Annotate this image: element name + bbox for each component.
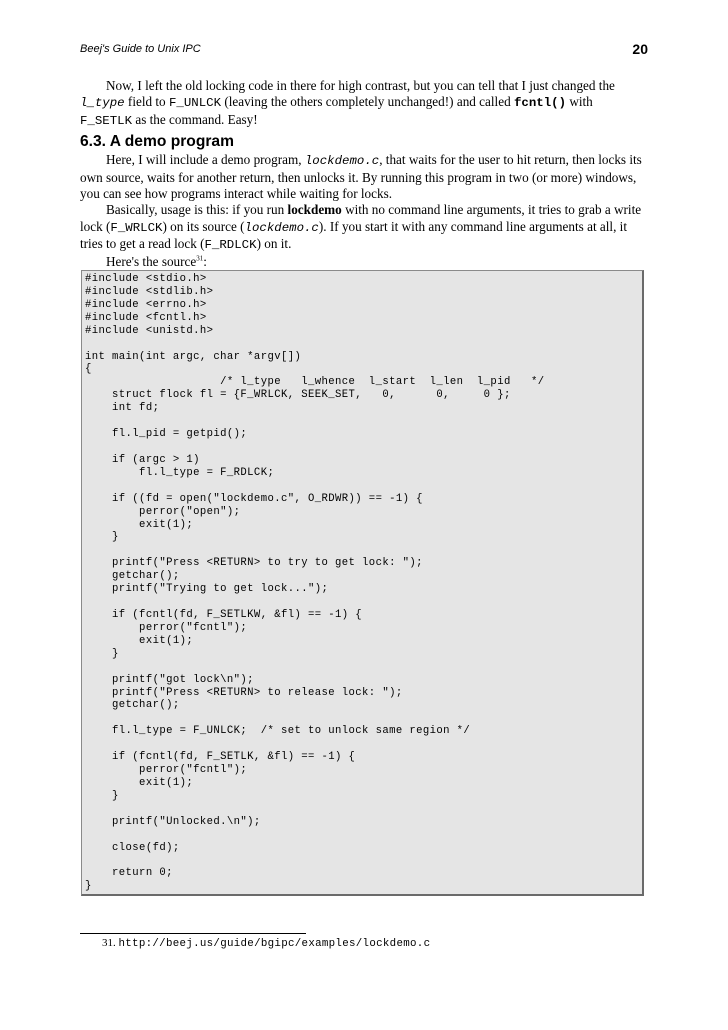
code-line: } [85, 789, 119, 802]
code-line: if (fcntl(fd, F_SETLK, &fl) == -1) { [85, 751, 356, 764]
code-line: if (fcntl(fd, F_SETLKW, &fl) == -1) { [85, 608, 363, 621]
code-line: struct flock fl = {F_WRLCK, SEEK_SET, 0, 0, 0 }; [85, 389, 511, 402]
paragraph-text: ) on its source ( [162, 218, 245, 234]
code-line: #include <errno.h> [85, 298, 207, 311]
code-line [85, 596, 642, 609]
page-number: 20 [632, 41, 648, 57]
code-term-l-type: l_type [80, 96, 125, 111]
code-line [85, 480, 642, 493]
code-line [85, 661, 642, 674]
code-line [85, 854, 642, 867]
paragraph-text: Here, I will include a demo program, [106, 152, 305, 168]
code-line: } [85, 647, 119, 660]
code-line: exit(1); [85, 634, 194, 647]
code-line [85, 544, 642, 557]
footnote-number: 31. [102, 937, 116, 949]
code-line: return 0; [85, 867, 173, 880]
paragraph-text: with no command line arguments, it tries to grab a write lock ( [80, 202, 642, 234]
code-term-lockdemo-file: lockdemo.c [244, 220, 319, 235]
code-line: close(fd); [85, 841, 180, 854]
code-term-lockdemo-file: lockdemo.c [304, 154, 380, 169]
code-term-f-wrlck: F_WRLCK [110, 220, 163, 235]
code-line: printf("got lock\n"); [85, 673, 254, 686]
code-line: getchar(); [85, 570, 180, 583]
footnote-link[interactable]: http://beej.us/guide/bgipc/examples/lockdemo.c [118, 938, 431, 950]
code-term-f-rdlck: F_RDLCK [204, 238, 257, 253]
code-line: int main(int argc, char *argv[]) [85, 350, 302, 363]
code-line: printf("Press <RETURN> to release lock: "); [85, 686, 403, 699]
code-line: fl.l_pid = getpid(); [85, 428, 248, 441]
footnote-reference[interactable]: 31 [196, 254, 204, 263]
code-text [85, 273, 642, 893]
paragraph-text: Basically, usage is this: if you run [106, 202, 288, 218]
code-line [85, 738, 642, 751]
code-line [85, 829, 642, 842]
code-line: } [85, 880, 92, 893]
paragraph-text: , that waits for the user to hit return, then locks its own source, waits for another return, then unlocks it. By running this program in two (or more) windows, you can see how programs interact while waiting for locks. [80, 152, 642, 202]
footnote-divider [80, 933, 306, 934]
code-line: } [85, 531, 119, 544]
code-line [85, 441, 642, 454]
code-line: #include <unistd.h> [85, 324, 214, 337]
code-line: exit(1); [85, 518, 194, 531]
code-listing [81, 270, 644, 896]
paragraph-text: Here's the source [106, 253, 197, 269]
paragraph-text: as the command. Easy! [132, 111, 258, 127]
code-line: int fd; [85, 402, 160, 415]
code-line: #include <stdio.h> [85, 273, 207, 285]
paragraph-text: Now, I left the old locking code in there for high contrast, but you can tell that I just changed the [106, 78, 615, 93]
running-header-title: Beej's Guide to Unix IPC [80, 43, 201, 55]
paragraph-text: : [203, 253, 207, 269]
paragraph-unlock-summary [80, 78, 648, 129]
code-line [85, 338, 642, 351]
code-line: perror("fcntl"); [85, 764, 248, 777]
code-line: fl.l_type = F_RDLCK; [85, 466, 275, 479]
paragraph-demo-intro [80, 152, 648, 202]
code-line [85, 712, 642, 725]
code-line: printf("Unlocked.\n"); [85, 815, 261, 828]
code-line [85, 415, 642, 428]
code-line: if (argc > 1) [85, 453, 200, 466]
paragraph-text: (leaving the others completely unchanged!) and called [221, 94, 514, 110]
code-term-fcntl: fcntl() [513, 96, 567, 111]
code-line: { [85, 363, 92, 376]
code-line: perror("open"); [85, 505, 241, 518]
paragraph-text: ). If you start it with any command line arguments at all, it tries to get a read lock ( [80, 218, 628, 252]
code-line: printf("Trying to get lock..."); [85, 583, 329, 596]
paragraph-source-intro [80, 254, 648, 270]
code-line: printf("Press <RETURN> to try to get lock: "); [85, 557, 423, 570]
code-line: getchar(); [85, 699, 180, 712]
code-line: fl.l_type = F_UNLCK; /* set to unlock same region */ [85, 725, 471, 738]
paragraph-text: field to [124, 94, 169, 110]
code-line [85, 803, 642, 816]
page-body [80, 78, 648, 270]
code-line: #include <stdlib.h> [85, 285, 214, 298]
paragraph-text: ) on it. [256, 236, 292, 252]
code-term-f-unlck: F_UNLCK [168, 96, 222, 111]
program-name-lockdemo: lockdemo [287, 202, 342, 218]
code-line: exit(1); [85, 776, 194, 789]
code-line: perror("fcntl"); [85, 621, 248, 634]
paragraph-text: with [566, 94, 593, 110]
code-line: if ((fd = open("lockdemo.c", O_RDWR)) == -1) { [85, 492, 423, 505]
code-term-f-setlk: F_SETLK [80, 113, 133, 128]
paragraph-usage [80, 202, 648, 253]
section-heading: 6.3. A demo program [80, 133, 234, 151]
footnote [102, 936, 430, 951]
code-line: #include <fcntl.h> [85, 311, 207, 324]
code-line: /* l_type l_whence l_start l_len l_pid */ [85, 376, 545, 389]
